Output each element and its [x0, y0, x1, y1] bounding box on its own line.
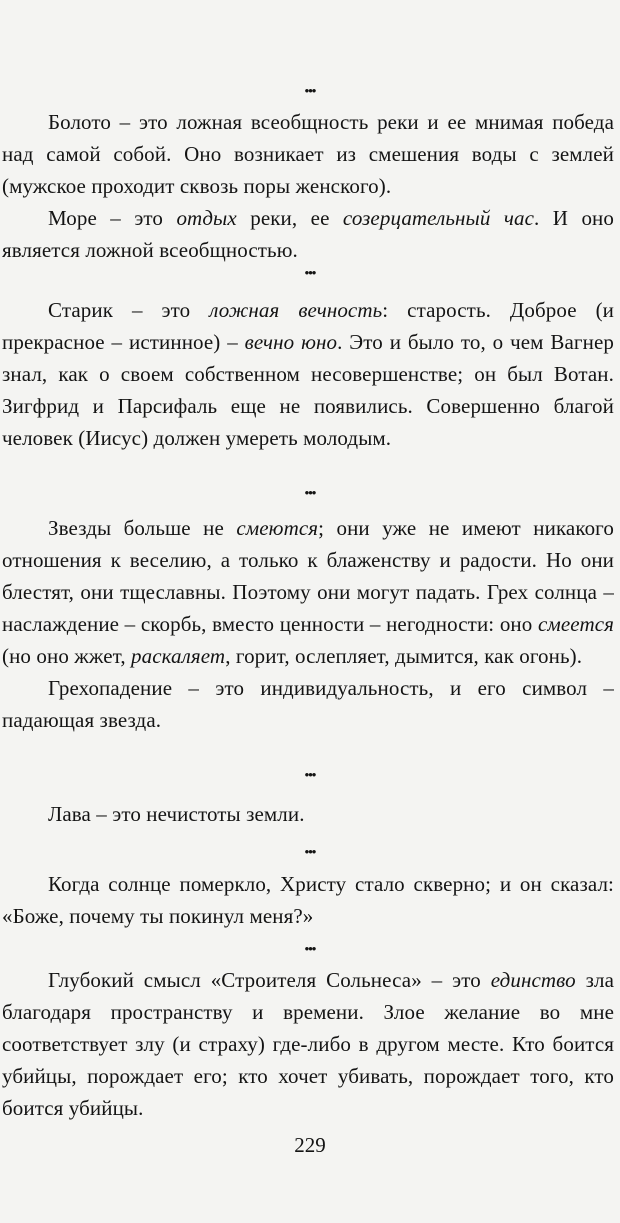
paragraph [2, 672, 614, 736]
section-5 [2, 868, 614, 932]
section-2 [2, 294, 614, 454]
text-run: Старик – это [48, 298, 210, 322]
section-divider: ••• [304, 83, 316, 98]
text-run: (но оно жжет, [2, 644, 132, 668]
italic-text-run: единство [490, 968, 576, 992]
paragraph [2, 964, 614, 1124]
italic-text-run: вечно юно [244, 330, 338, 354]
italic-text-run: раскаляет [131, 644, 226, 668]
italic-text-run: смеется [537, 612, 614, 636]
paragraph [2, 202, 614, 266]
text-run: ; они уже не имеют никакого отношения к веселию, а только к блаженству и радости. Но они блестят, они тщеславны. Поэтому они могут падать. Грех солнца – наслаждение – скорбь, вместо ценности – негодности: оно [2, 516, 614, 636]
text-run: . Это и было то, о чем Вагнер знал, как о своем собственном несовершенстве; он был Вотан. Зигфрид и Парсифаль еще не появились. Совершенно благой человек (Иисус) должен умереть молодым. [2, 330, 614, 450]
paragraph [2, 106, 614, 202]
section-divider: ••• [304, 844, 316, 859]
paragraph [2, 294, 614, 454]
text-run: : старость. Доброе (и прекрасное – истинное) – [2, 298, 614, 354]
text-run: реки, ее [236, 206, 343, 230]
page-number: 229 [294, 1133, 326, 1157]
section-divider: ••• [304, 485, 316, 500]
paragraph [2, 798, 614, 830]
text-run: Болото – это ложная всеобщность реки и ее мнимая победа над самой собой. Оно возникает из смешения воды с землей (мужское проходит сквозь поры женского). [2, 110, 614, 198]
paragraph [2, 868, 614, 932]
text-run: . И оно является ложной всеобщностью. [2, 206, 614, 262]
section-divider: ••• [304, 767, 316, 782]
section-1 [2, 106, 614, 266]
text-run: Лава – это нечистоты земли. [48, 802, 305, 826]
italic-text-run: ложная вечность [209, 298, 383, 322]
text-run: Море – это [48, 206, 177, 230]
section-3 [2, 512, 614, 736]
text-run: зла благодаря пространству и времени. Злое желание во мне соответствует злу (и страху) где-либо в другом месте. Кто боится убийцы, порождает его; кто хочет убивать, порождает того, кто боится убийцы. [2, 968, 614, 1120]
italic-text-run: отдых [176, 206, 237, 230]
text-run: Звезды больше не [48, 516, 237, 540]
section-4 [2, 798, 614, 830]
text-run: Когда солнце померкло, Христу стало скверно; и он сказал: «Боже, почему ты покинул меня?» [2, 872, 614, 928]
text-run: , горит, ослепляет, дымится, как огонь). [225, 644, 583, 668]
section-divider: ••• [304, 941, 316, 956]
italic-text-run: созерцательный час [342, 206, 534, 230]
text-run: Грехопадение – это индивидуальность, и его символ – падающая звезда. [2, 676, 614, 732]
italic-text-run: смеются [236, 516, 319, 540]
section-divider: ••• [304, 265, 316, 280]
paragraph [2, 512, 614, 672]
text-run: Глубокий смысл «Строителя Сольнеса» – это [48, 968, 491, 992]
section-6 [2, 964, 614, 1124]
